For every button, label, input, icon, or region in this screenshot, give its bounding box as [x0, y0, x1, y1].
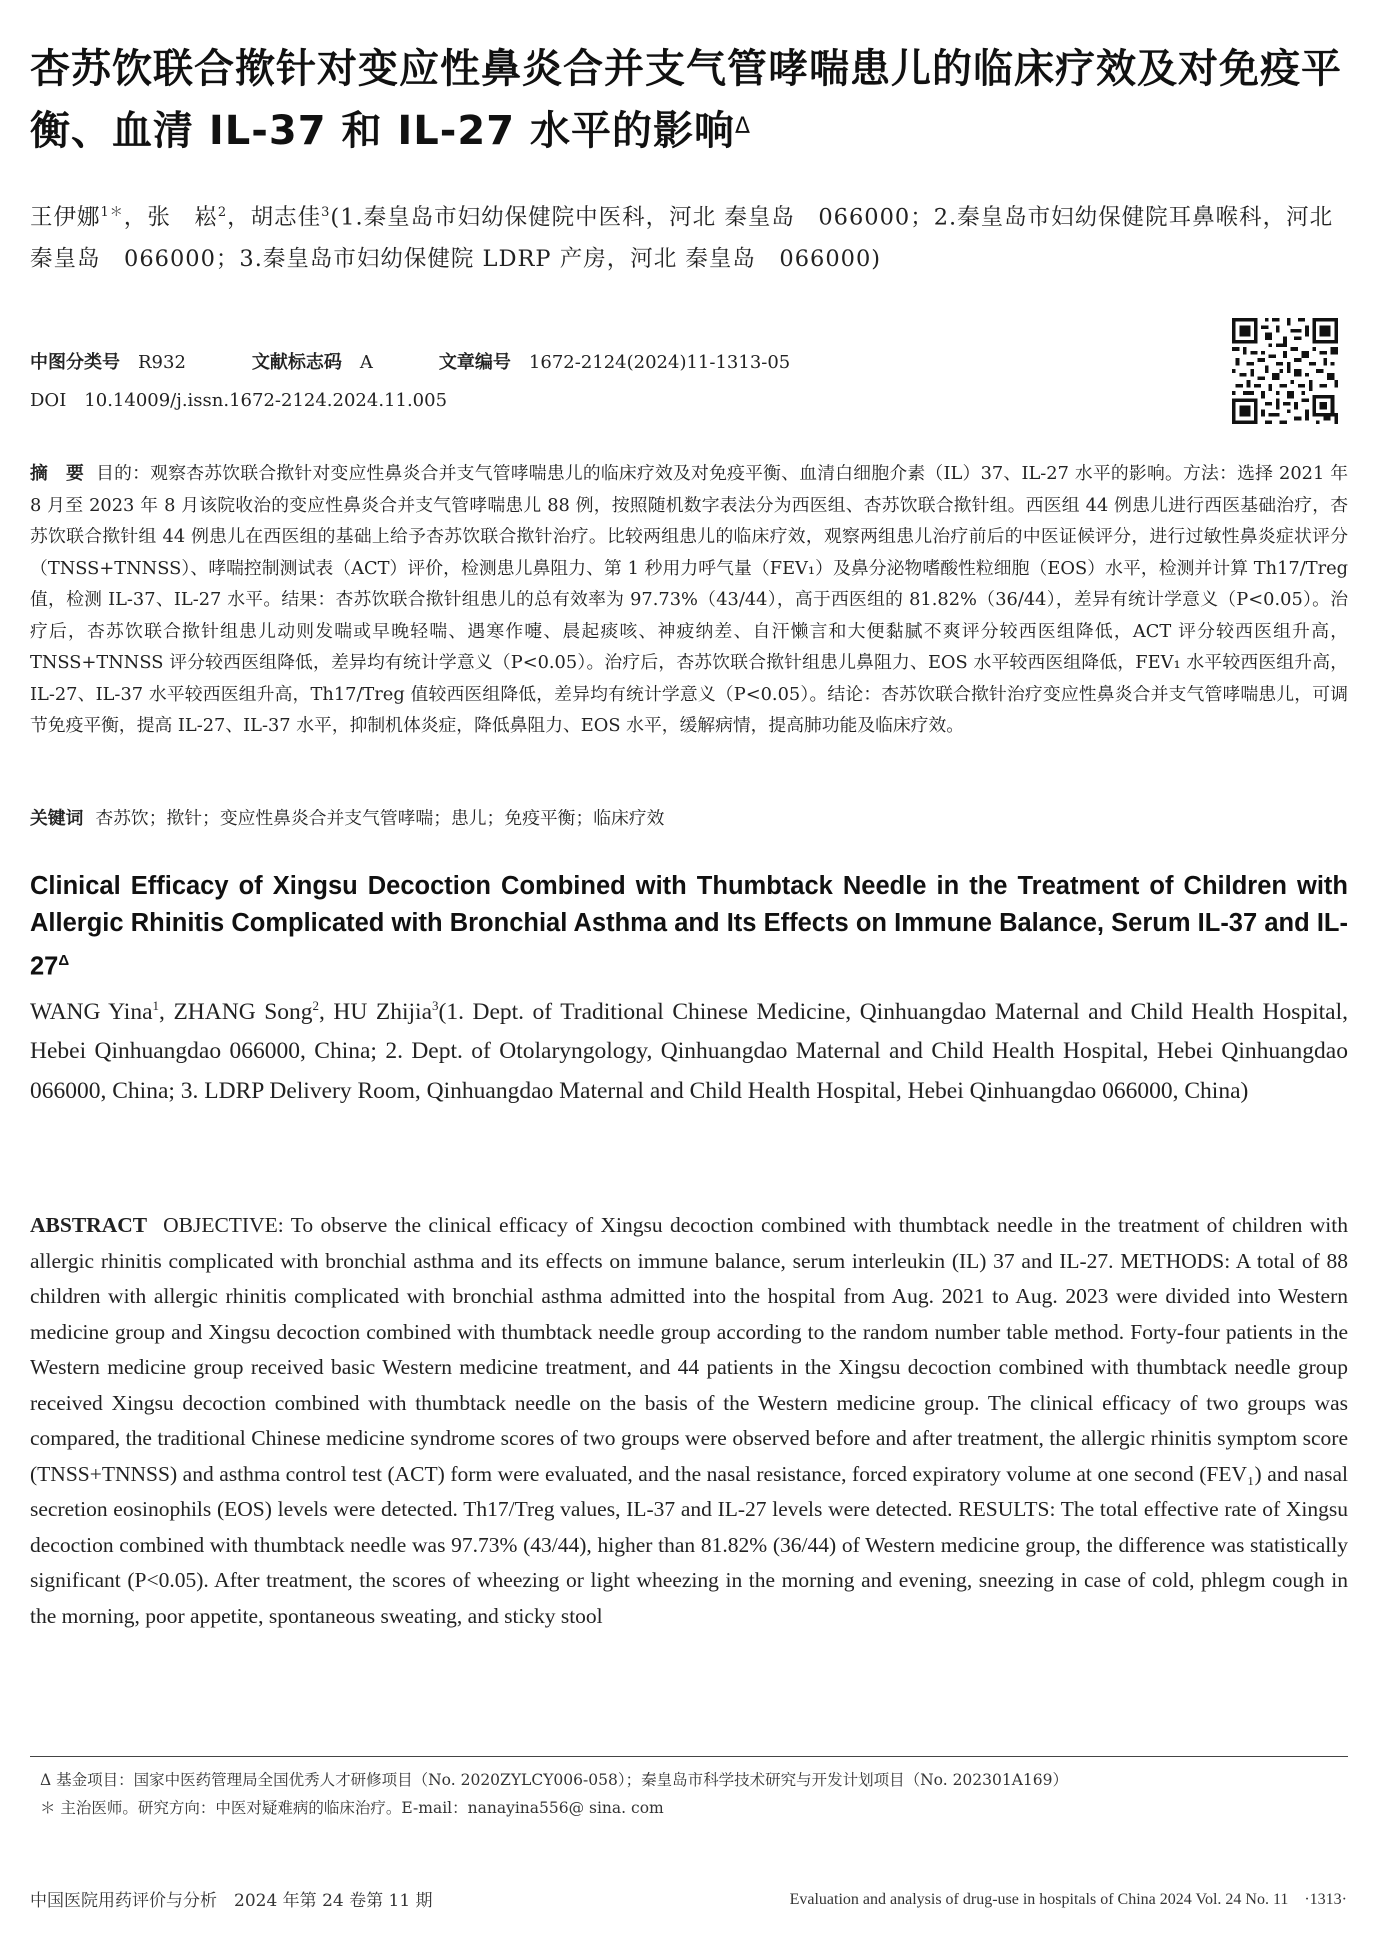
journal-footer-cn: 中国医院用药评价与分析 2024 年第 24 卷第 11 期: [30, 1891, 433, 1911]
chinese-keywords-text: 杏苏饮；揿针；变应性鼻炎合并支气管哮喘；患儿；免疫平衡；临床疗效: [95, 808, 665, 829]
author-1-en-sup: 1: [152, 998, 160, 1013]
chinese-title-fund-mark: Δ: [734, 114, 752, 139]
author-2-cn: 张 崧: [147, 204, 218, 231]
english-title: [30, 868, 1348, 986]
clc-value: R932: [138, 352, 186, 373]
classification-row: [30, 348, 790, 374]
article-number-value: 1672-2124(2024)11-1313-05: [528, 352, 791, 373]
english-abstract-label: ABSTRACT: [30, 1213, 148, 1237]
doccode-label: 文献标志码: [251, 352, 342, 373]
doi-text[interactable]: DOI 10.14009/j.issn.1672-2124.2024.11.005: [30, 390, 448, 411]
author-2-en: ZHANG Song: [173, 998, 313, 1025]
english-title-fund-mark: Δ: [58, 952, 70, 969]
footnote-divider: [30, 1756, 1348, 1757]
chinese-abstract-label: 摘 要: [30, 463, 85, 484]
author-3-sup: 3: [321, 205, 331, 220]
funding-footnote: Δ 基金项目：国家中医药管理局全国优秀人才研修项目（No. 2020ZYLCY006-058）；秦皇岛市科学技术研究与开发计划项目（No. 202301A169）: [40, 1771, 1069, 1789]
author-2-sup: 2: [217, 205, 228, 220]
author-1-sup: 1＊: [100, 205, 124, 220]
doi-line: [30, 386, 447, 412]
chinese-affiliations: (1.秦皇岛市妇幼保健院中医科，河北 秦皇岛 066000；2.秦皇岛市妇幼保健院耳鼻喉科，河北 秦皇岛 066000；3.秦皇岛市妇幼保健院 LDRP 产房，河北 秦皇岛 066000): [30, 204, 1334, 272]
english-abstract-text: OBJECTIVE: To observe the clinical efficacy of Xingsu decoction combined with thumbtack needle in the treatment of children with allergic rhinitis complicated with bronchial asthma and its effects on immune balance, serum interleukin (IL) 37 and IL-27. METHODS: A total of 88 children with allergic rhinitis complicated with bronchial asthma admitted into the hospital from Aug. 2021 to Aug. 2023 were divided into Western medicine group and Xingsu decoction combined with thumbtack needle group according to the random number table method. Forty-four patients in the Western medicine group received basic Western medicine treatment, and 44 patients in the Xingsu decoction combined with thumbtack needle group received Xingsu decoction combined with thumbtack needle on the basis of the Western medicine group. The clinical efficacy of two groups was compared, the traditional Chinese medicine syndrome scores of two groups were observed before and after treatment, the allergic rhinitis symptom score (TNSS+TNNSS) and asthma control test (ACT) form were evaluated, and the nasal resistance, forced expiratory volume at one second (FEV₁) and nasal secretion eosinophils (EOS) levels were detected. Th17/Treg values, IL-37 and IL-27 levels were detected. RESULTS: The total effective rate of Xingsu decoction combined with thumbtack needle was 97.73% (43/44), higher than 81.82% (36/44) of Western medicine group, the difference was statistically significant (P<0.05). After treatment, the scores of wheezing or light wheezing in the morning and evening, sneezing in case of cold, phlegm cough in the morning, poor appetite, spontaneous sweating, and sticky stool: [30, 1213, 1348, 1628]
author-1-cn: 王伊娜: [30, 204, 101, 231]
chinese-keywords-label: 关键词: [30, 808, 84, 829]
english-abstract: [30, 1208, 1348, 1634]
chinese-title: [30, 38, 1348, 162]
english-title-text: Clinical Efficacy of Xingsu Decoction Combined with Thumbtack Needle in the Treatment of Children with Allergic Rhinitis Complicated with Bronchial Asthma and Its Effects on Immune Balance, Serum IL-37 and IL-27: [30, 872, 1348, 981]
chinese-abstract-text: 目的：观察杏苏饮联合揿针对变应性鼻炎合并支气管哮喘患儿的临床疗效及对免疫平衡、血清白细胞介素（IL）37、IL-27 水平的影响。方法：选择 2021 年 8 月至 2023 年 8 月该院收治的变应性鼻炎合并支气管哮喘患儿 88 例，按照随机数字表法分为西医组、杏苏饮联合揿针组。西医组 44 例患儿进行西医基础治疗，杏苏饮联合揿针组 44 例患儿在西医组的基础上给予杏苏饮联合揿针治疗。比较两组患儿的临床疗效，观察两组患儿治疗前后的中医证候评分，进行过敏性鼻炎症状评分（TNSS+TNNSS）、哮喘控制测试表（ACT）评价，检测患儿鼻阻力、第 1 秒用力呼气量（FEV₁）及鼻分泌物嗜酸性粒细胞（EOS）水平，检测并计算 Th17/Treg 值，检测 IL-37、IL-27 水平。结果：杏苏饮联合揿针组患儿的总有效率为 97.73%（43/44），高于西医组的 81.82%（36/44），差异有统计学意义（P<0.05）。治疗后，杏苏饮联合揿针组患儿动则发喘或早晚轻喘、遇寒作嚏、晨起痰咳、神疲纳差、自汗懒言和大便黏腻不爽评分较西医组降低，ACT 评分较西医组升高，TNSS+TNNSS 评分较西医组降低，差异均有统计学意义（P<0.05）。治疗后，杏苏饮联合揿针组患儿鼻阻力、EOS 水平较西医组降低，FEV₁ 水平较西医组升高，IL-27、IL-37 水平较西医组升高，Th17/Treg 值较西医组降低，差异均有统计学意义（P<0.05）。结论：杏苏饮联合揿针治疗变应性鼻炎合并支气管哮喘患儿，可调节免疫平衡，提高 IL-27、IL-37 水平，抑制机体炎症，降低鼻阻力、EOS 水平，缓解病情，提高肺功能及临床疗效。: [30, 463, 1348, 736]
chinese-keywords: [30, 804, 1348, 834]
author-1-en: WANG Yina: [30, 998, 153, 1025]
author-3-en: HU Zhijia: [333, 998, 433, 1025]
doccode-value: A: [359, 352, 373, 373]
article-number-label: 文章编号: [438, 352, 511, 373]
english-affiliations: (1. Dept. of Traditional Chinese Medicine, Qinhuangdao Maternal and Child Health Hospital, Hebei Qinhuangdao 066000, China; 2. Dept. of Otolaryngology, Qinhuangdao Maternal and Child Health Hospital, Hebei Qinhuangdao 066000, China; 3. LDRP Delivery Room, Qinhuangdao Maternal and Child Health Hospital, Hebei Qinhuangdao 066000, China): [30, 998, 1349, 1104]
author-3-cn: 胡志佳: [250, 204, 322, 231]
english-authors: WANG Yina$^1$, ZHANG Song$^2$, HU Zhijia$^3$(1. Dept. of Traditional Chinese Medicine, Qinhuangdao Maternal and Child Health Hospital, Hebei Qinhuangdao 066000, China; 2. Dept. of Otolaryngology, Qinhuangdao Maternal and Child Health Hospital, Hebei Qinhuangdao 066000, China; 3. LDRP Delivery Room, Qinhuangdao Maternal and Child Health Hospital, Hebei Qinhuangdao 066000, China): [30, 998, 1349, 1104]
author-2-en-sup: 2: [312, 998, 320, 1013]
author-3-en-sup: 3: [432, 998, 439, 1013]
clc-label: 中图分类号: [30, 352, 120, 373]
corresponding-author-footnote: ＊ 主治医师。研究方向：中医对疑难病的临床治疗。E-mail：nanayina556@ sina. com: [40, 1799, 664, 1817]
chinese-authors: 王伊娜$^{1*}$，张 崧$^2$，胡志佳$^3$(1.秦皇岛市妇幼保健院中医科，河北 秦皇岛 066000；2.秦皇岛市妇幼保健院耳鼻喉科，河北 秦皇岛 066000；3.秦皇岛市妇幼保健院 LDRP 产房，河北 秦皇岛 066000): [30, 204, 1334, 272]
qr-code[interactable]: [1232, 318, 1338, 424]
journal-footer-en: Evaluation and analysis of drug-use in hospitals of China 2024 Vol. 24 No. 11 ·1313·: [789, 1891, 1347, 1908]
chinese-abstract: [30, 458, 1348, 742]
chinese-title-text: 杏苏饮联合揿针对变应性鼻炎合并支气管哮喘患儿的临床疗效及对免疫平衡、血清 IL-37 和 IL-27 水平的影响: [30, 46, 1342, 154]
